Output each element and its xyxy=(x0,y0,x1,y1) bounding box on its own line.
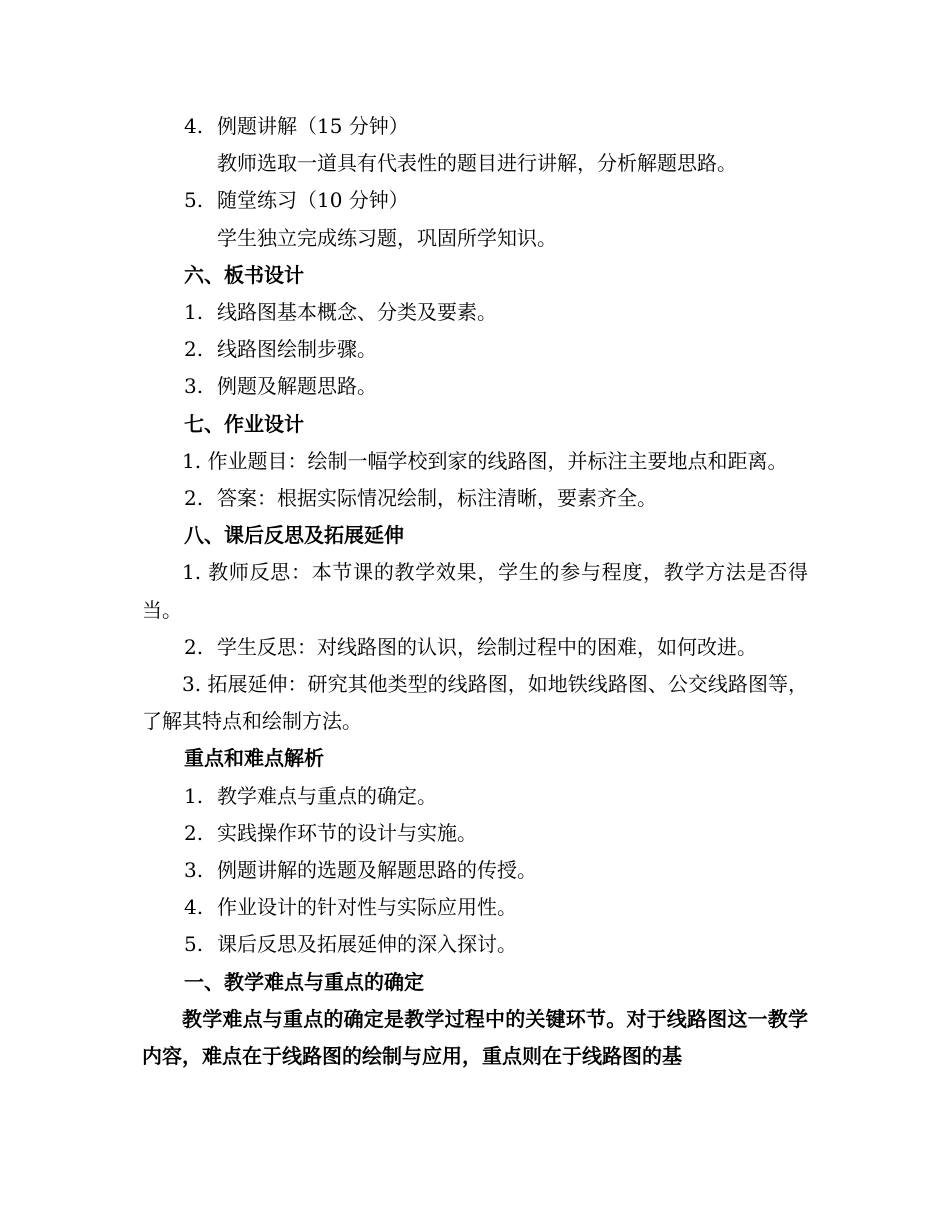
item-text: 教学难点与重点的确定。 xyxy=(217,783,437,808)
item-text: 答案：根据实际情况绘制，标注清晰，要素齐全。 xyxy=(217,486,657,511)
item-text: 作业设计的针对性与实际应用性。 xyxy=(217,895,517,920)
item-number: 2. xyxy=(184,486,204,511)
item-text: 线路图基本概念、分类及要素。 xyxy=(217,300,497,325)
list-item xyxy=(142,852,808,889)
item-text: 例题及解题思路。 xyxy=(217,374,377,399)
item-text: 课后反思及拓展延伸的深入探讨。 xyxy=(217,932,517,957)
item-number: 4. xyxy=(184,114,204,138)
section-heading: 七、作业设计 xyxy=(184,411,304,436)
document-body xyxy=(142,108,808,1075)
item-text: 学生反思：对线路图的认识，绘制过程中的困难，如何改进。 xyxy=(217,634,757,659)
section-heading: 重点和难点解析 xyxy=(184,746,324,771)
list-item xyxy=(142,629,808,666)
item-number: 3. xyxy=(184,374,204,399)
list-item xyxy=(142,778,808,815)
item-number: 5. xyxy=(184,188,204,213)
list-item xyxy=(142,926,808,963)
paragraph: 1. 教师反思：本节课的教学效果，学生的参与程度，教学方法是否得当。 xyxy=(142,560,808,622)
item-description: 教师选取一道具有代表性的题目进行讲解，分析解题思路。 xyxy=(217,151,737,176)
section-heading: 一、教学难点与重点的确定 xyxy=(184,969,424,994)
item-number: 4. xyxy=(184,895,204,920)
item-number: 1. xyxy=(184,783,204,808)
item-number: 5. xyxy=(184,932,204,957)
paragraph: 3. 拓展延伸：研究其他类型的线路图，如地铁线路图、公交线路图等，了解其特点和绘制方法。 xyxy=(142,672,808,734)
list-item xyxy=(142,815,808,852)
item-number: 2. xyxy=(184,634,204,659)
section-heading: 八、课后反思及拓展延伸 xyxy=(184,523,404,548)
list-item xyxy=(142,331,808,368)
item-text: 线路图绘制步骤。 xyxy=(217,337,377,362)
item-number: 2. xyxy=(184,820,204,845)
item-description: 学生独立完成练习题，巩固所学知识。 xyxy=(217,225,557,250)
section-heading: 六、板书设计 xyxy=(184,262,304,287)
list-item xyxy=(142,294,808,331)
bold-paragraph: 教学难点与重点的确定是教学过程中的关键环节。对于线路图这一教学内容，难点在于线路图的绘制与应用，重点则在于线路图的基 xyxy=(142,1006,808,1069)
item-text: 随堂练习（10 分钟） xyxy=(217,188,409,213)
list-item xyxy=(142,182,808,219)
item-number: 2. xyxy=(184,337,204,362)
paragraph: 1. 作业题目：绘制一幅学校到家的线路图，并标注主要地点和距离。 xyxy=(182,448,788,473)
item-text: 实践操作环节的设计与实施。 xyxy=(217,820,477,845)
list-item xyxy=(142,108,808,145)
list-item xyxy=(142,889,808,926)
list-item xyxy=(142,480,808,517)
item-text: 例题讲解的选题及解题思路的传授。 xyxy=(217,858,537,883)
list-item xyxy=(142,368,808,405)
item-text: 例题讲解（15 分钟） xyxy=(217,114,409,138)
item-number: 1. xyxy=(184,300,204,325)
item-number: 3. xyxy=(184,858,204,883)
